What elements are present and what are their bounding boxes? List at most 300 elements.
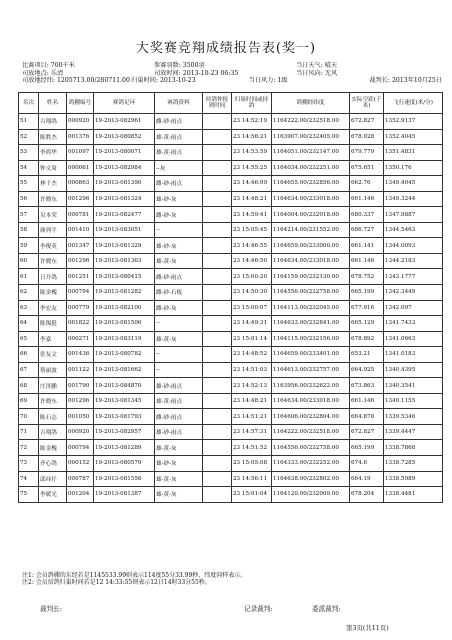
- cell-rank: 74: [19, 471, 39, 487]
- cell-rank: 63: [19, 300, 39, 316]
- cell-bird-info: 雄-砂-雨点: [155, 378, 203, 394]
- cell-return-time: 23 14:51:52: [232, 440, 272, 456]
- cell-rank: 53: [19, 145, 39, 161]
- cell-rank: 55: [19, 176, 39, 192]
- cell-loft-coords: 1164120.00/232009.00: [272, 487, 350, 503]
- cell-loft-coords: 1164034.00/232251.00: [272, 160, 350, 176]
- cell-name: 颜列平: [39, 222, 67, 238]
- cell-loft-id: 001347: [67, 238, 94, 254]
- cell-rank: 66: [19, 347, 39, 363]
- cell-distance: 680.337: [350, 207, 384, 223]
- cell-ring: 19-2013-081363: [94, 253, 155, 269]
- cell-name: 林千杰: [39, 176, 67, 192]
- cell-speed: 1343.1777: [384, 269, 443, 285]
- results-table: [18, 92, 443, 503]
- header-name: 姓名: [39, 93, 67, 114]
- table-row: [19, 347, 443, 363]
- cell-rank: 59: [19, 238, 39, 254]
- cell-bird-info: 雄-黄-灰: [155, 471, 203, 487]
- cell-return-time: 23 14:48:21: [232, 393, 272, 409]
- cell-distance: 678.892: [350, 331, 384, 347]
- table-row: [19, 456, 443, 472]
- cell-rank: 73: [19, 456, 39, 472]
- cell-bird-info: 雌-砂-灰: [155, 300, 203, 316]
- table-row: [19, 393, 443, 409]
- header-return-time: 归巢时间或持鸽: [232, 93, 272, 114]
- cell-rank: 71: [19, 424, 39, 440]
- cell-distance: 672.827: [350, 114, 384, 130]
- cell-clock-report: [203, 269, 232, 285]
- table-row: [19, 129, 443, 145]
- cell-speed: 1341.7433: [384, 316, 443, 332]
- cell-name: 吉翔鸽: [39, 424, 67, 440]
- cell-speed: 1344.2183: [384, 253, 443, 269]
- cell-rank: 52: [19, 129, 39, 145]
- cell-speed: 1344.0093: [384, 238, 443, 254]
- cell-loft-coords: 1164659.00/233401.00: [272, 347, 350, 363]
- cell-bird-info: 雄-黄-灰: [155, 331, 203, 347]
- cell-loft-id: 000920: [67, 424, 94, 440]
- cell-return-time: 23 14:56:21: [232, 129, 272, 145]
- cell-clock-report: [203, 440, 232, 456]
- cell-ring: 19-2013-082957: [94, 424, 155, 440]
- cell-loft-id: 001050: [67, 409, 94, 425]
- cell-clock-report: [203, 347, 232, 363]
- cell-return-time: 23 14:50:30: [232, 285, 272, 301]
- cell-return-time: 23 14:46:09: [232, 176, 272, 192]
- cell-return-time: 23 14:52:13: [232, 378, 272, 394]
- cell-ring: 19-2013-082477: [94, 207, 155, 223]
- cell-bird-info: 雄-砂-雨点: [155, 424, 203, 440]
- cell-name: 李宏友: [39, 300, 67, 316]
- cell-loft-coords: 1164214.00/231552.00: [272, 222, 350, 238]
- cell-loft-coords: 1164222.00/232518.00: [272, 114, 350, 130]
- header-speed: 飞行速度(米/分): [384, 93, 443, 114]
- cell-ring: 19-2013-081506: [94, 316, 155, 332]
- cell-bird-info: 雄-黄-雨点: [155, 393, 203, 409]
- cell-distance: 661.141: [350, 238, 384, 254]
- cell-return-time: 23 14:55:25: [232, 160, 272, 176]
- cell-speed: 1344.5463: [384, 222, 443, 238]
- cell-return-time: 23 15:01:04: [232, 487, 272, 503]
- cell-name: 日升鸽: [39, 269, 67, 285]
- race-meta: [22, 62, 442, 85]
- cell-return-time: 23 14:53:59: [232, 145, 272, 161]
- cell-loft-coords: 1164655.00/232856.00: [272, 176, 350, 192]
- cell-loft-id: 000794: [67, 285, 94, 301]
- cell-ring: 19-2013-080071: [94, 145, 155, 161]
- cell-loft-id: 001410: [67, 222, 94, 238]
- cell-rank: 70: [19, 409, 39, 425]
- cell-ring: 19-2013-081345: [94, 393, 155, 409]
- cell-return-time: 23 14:57:31: [232, 424, 272, 440]
- cell-ring: 19-2013-081662: [94, 362, 155, 378]
- cell-name: 陈锡挺: [39, 316, 67, 332]
- cell-ring: 19-2013-081556: [94, 471, 155, 487]
- cell-distance: 672.827: [350, 424, 384, 440]
- cell-ring: 19-2013-081324: [94, 191, 155, 207]
- cell-loft-id: 000152: [67, 456, 94, 472]
- cell-name: 陈金槐: [39, 285, 67, 301]
- cell-bird-info: 雄-黄-雨点: [155, 145, 203, 161]
- cell-return-time: 23 14:52:19: [232, 114, 272, 130]
- cell-speed: 1339.5346: [384, 409, 443, 425]
- cell-name: 陈石志: [39, 409, 67, 425]
- cell-distance: 653.21: [350, 347, 384, 363]
- cell-name: 李嘉: [39, 331, 67, 347]
- cell-ring: 19-2013-081793: [94, 409, 155, 425]
- cell-clock-report: [203, 129, 232, 145]
- cell-bird-info: --: [155, 222, 203, 238]
- chief-judge-label: 裁判长:: [40, 605, 63, 613]
- cell-bird-info: --: [155, 347, 203, 363]
- cell-loft-id: 001822: [67, 316, 94, 332]
- cell-bird-info: 雌-砂-灰: [155, 207, 203, 223]
- cell-speed: 1347.9887: [384, 207, 443, 223]
- cell-bird-info: 雌-砂-雨点: [155, 269, 203, 285]
- cell-loft-coords: 1164222.00/232518.00: [272, 424, 350, 440]
- recorder-judge-label: 记录裁判:: [244, 605, 273, 613]
- cell-distance: 664.878: [350, 409, 384, 425]
- cell-distance: 662.76: [350, 176, 384, 192]
- cell-bird-info: 雄-黄-灰: [155, 487, 203, 503]
- cell-name: 齐心鸽: [39, 456, 67, 472]
- cell-bird-info: 雌-砂-雨点: [155, 409, 203, 425]
- cell-loft-coords: 1164638.00/232802.00: [272, 471, 350, 487]
- cell-ring: 19-2013-082100: [94, 300, 155, 316]
- cell-distance: 665.129: [350, 316, 384, 332]
- cell-rank: 57: [19, 207, 39, 223]
- cell-return-time: 23 14:51:03: [232, 362, 272, 378]
- cell-rank: 72: [19, 440, 39, 456]
- cell-ring: 19-2013-083051: [94, 222, 155, 238]
- cell-name: 张友文: [39, 347, 67, 363]
- cell-name: 陈胜杰: [39, 129, 67, 145]
- cell-loft-id: 001296: [67, 393, 94, 409]
- cell-name: 李鸿华: [39, 145, 67, 161]
- cell-distance: 675.651: [350, 160, 384, 176]
- header-rank: 名次: [19, 93, 39, 114]
- meta-wind-force: 当日风力: 1级: [248, 77, 288, 85]
- cell-return-time: 23 15:05:45: [232, 222, 272, 238]
- cell-clock-report: [203, 176, 232, 192]
- header-loft-id: 鸽棚编号: [67, 93, 94, 114]
- cell-loft-coords: 1164051.00/232147.00: [272, 145, 350, 161]
- cell-loft-coords: 1164556.00/232758.00: [272, 440, 350, 456]
- cell-speed: 1338.4481: [384, 487, 443, 503]
- cell-ring: 19-2013-082961: [94, 114, 155, 130]
- table-row: [19, 269, 443, 285]
- cell-clock-report: [203, 160, 232, 176]
- table-row: [19, 440, 443, 456]
- cell-speed: 1341.0663: [384, 331, 443, 347]
- table-row: [19, 145, 443, 161]
- cell-speed: 1351.4831: [384, 145, 443, 161]
- cell-loft-coords: 1163956.00/232622.00: [272, 378, 350, 394]
- cell-speed: 1340.1155: [384, 393, 443, 409]
- cell-loft-coords: 1164634.00/233018.00: [272, 191, 350, 207]
- cell-loft-id: 001436: [67, 347, 94, 363]
- cell-distance: 661.146: [350, 191, 384, 207]
- cell-clock-report: [203, 253, 232, 269]
- cell-loft-id: 001097: [67, 145, 94, 161]
- cell-rank: 51: [19, 114, 39, 130]
- cell-name: 钟文周: [39, 160, 67, 176]
- cell-loft-coords: 1164606.00/232804.00: [272, 409, 350, 425]
- cell-loft-id: 001251: [67, 269, 94, 285]
- table-row: [19, 300, 443, 316]
- cell-loft-id: 000061: [67, 160, 94, 176]
- cell-speed: 1352.9137: [384, 114, 443, 130]
- cell-rank: 58: [19, 222, 39, 238]
- cell-loft-id: 001296: [67, 191, 94, 207]
- cell-return-time: 23 14:48:52: [232, 347, 272, 363]
- cell-return-time: 23 14:46:55: [232, 238, 272, 254]
- cell-distance: 686.727: [350, 222, 384, 238]
- cell-distance: 665.199: [350, 440, 384, 456]
- cell-return-time: 23 15:00:07: [232, 300, 272, 316]
- cell-rank: 54: [19, 160, 39, 176]
- cell-clock-report: [203, 191, 232, 207]
- cell-speed: 1338.7868: [384, 440, 443, 456]
- cell-speed: 1349.4045: [384, 176, 443, 192]
- footnote: 注1: 会员鸽棚的东经若是1145533.99则表示114度55分33.99秒，纬度同样表示。: [22, 572, 247, 579]
- meta-entries: 参赛羽数: 3500羽: [154, 62, 205, 69]
- cell-return-time: 23 14:48:21: [232, 191, 272, 207]
- cell-bird-info: --: [155, 316, 203, 332]
- cell-rank: 75: [19, 487, 39, 503]
- table-row: [19, 253, 443, 269]
- cell-ring: 19-2013-081289: [94, 440, 155, 456]
- cell-loft-id: 001296: [67, 253, 94, 269]
- cell-return-time: 23 14:51:21: [232, 409, 272, 425]
- table-row: [19, 471, 443, 487]
- table-row: [19, 191, 443, 207]
- cell-clock-report: [203, 471, 232, 487]
- table-row: [19, 285, 443, 301]
- cell-name: 庄泽鹏: [39, 378, 67, 394]
- cell-speed: 1338.7285: [384, 456, 443, 472]
- cell-rank: 61: [19, 269, 39, 285]
- cell-distance: 673.863: [350, 378, 384, 394]
- meta-project: 比赛项目: 700千米: [22, 62, 75, 69]
- cell-ring: 19-2013-081329: [94, 238, 155, 254]
- cell-return-time: 23 15:05:08: [232, 456, 272, 472]
- cell-speed: 1342.097: [384, 300, 443, 316]
- table-row: [19, 487, 443, 503]
- cell-rank: 62: [19, 285, 39, 301]
- report-title: 大奖赛竞翔成绩报告表(奖一): [135, 41, 317, 56]
- cell-clock-report: [203, 362, 232, 378]
- header-clock-report: 持鸽钟报到时间: [203, 93, 232, 114]
- cell-distance: 665.199: [350, 285, 384, 301]
- cell-rank: 69: [19, 393, 39, 409]
- cell-speed: 1339.4447: [384, 424, 443, 440]
- cell-loft-coords: 1164659.00/233000.00: [272, 238, 350, 254]
- cell-loft-coords: 1164633.00/232841.00: [272, 316, 350, 332]
- cell-rank: 60: [19, 253, 39, 269]
- cell-speed: 1342.3449: [384, 285, 443, 301]
- cell-return-time: 23 14:59:41: [232, 207, 272, 223]
- table-row: [19, 176, 443, 192]
- cell-ring: 19-2013-081390: [94, 176, 155, 192]
- cell-loft-coords: 1164333.00/232252.00: [272, 456, 350, 472]
- cell-distance: 678.028: [350, 129, 384, 145]
- cell-bird-info: 雄-黄-雨点: [155, 129, 203, 145]
- cell-return-time: 23 14:46:50: [232, 253, 272, 269]
- cell-clock-report: [203, 316, 232, 332]
- cell-loft-id: 001204: [67, 487, 94, 503]
- header-distance: 实际空距(千米): [350, 93, 384, 114]
- cell-name: 吉翔鸽: [39, 114, 67, 130]
- cell-distance: 661.146: [350, 393, 384, 409]
- cell-distance: 674.6: [350, 456, 384, 472]
- cell-ring: 19-2013-080852: [94, 129, 155, 145]
- table-row: [19, 362, 443, 378]
- meta-row: [22, 77, 442, 85]
- cell-loft-id: 000920: [67, 114, 94, 130]
- table-row: [19, 331, 443, 347]
- cell-clock-report: [203, 285, 232, 301]
- meta-weather: 当日天气: 晴天: [296, 62, 338, 69]
- table-row: [19, 378, 443, 394]
- cell-bird-info: 雄-砂-灰: [155, 191, 203, 207]
- cell-rank: 68: [19, 378, 39, 394]
- cell-clock-report: [203, 409, 232, 425]
- cell-loft-id: 001376: [67, 129, 94, 145]
- cell-bird-info: 雄-砂-灰: [155, 238, 203, 254]
- cell-clock-report: [203, 207, 232, 223]
- table-row: [19, 114, 443, 130]
- cell-distance: 664.19: [350, 471, 384, 487]
- cell-loft-id: 001122: [67, 362, 94, 378]
- cell-speed: 1349.3244: [384, 191, 443, 207]
- header-bird-info: 赛鸽资料: [155, 93, 203, 114]
- cell-loft-coords: 1163907.00/232405.00: [272, 129, 350, 145]
- cell-distance: 678.752: [350, 269, 384, 285]
- meta-wind-direction: 当日风向: 无风: [296, 69, 338, 77]
- cell-name: 许晓东: [39, 191, 67, 207]
- meta-release-coords: 司放地经纬: 1205713.00/280711.00: [22, 77, 130, 85]
- cell-loft-coords: 1164556.00/232758.00: [272, 285, 350, 301]
- cell-rank: 64: [19, 316, 39, 332]
- cell-speed: 1350.176: [384, 160, 443, 176]
- cell-distance: 664.925: [350, 362, 384, 378]
- cell-clock-report: [203, 300, 232, 316]
- cell-distance: 679.779: [350, 145, 384, 161]
- cell-name: 陈金槐: [39, 440, 67, 456]
- cell-loft-coords: 1164004.00/232018.00: [272, 207, 350, 223]
- cell-clock-report: [203, 456, 232, 472]
- cell-return-time: 23 15:00:20: [232, 269, 272, 285]
- committee-judge-label: 委派裁判:: [312, 605, 341, 613]
- table-row: [19, 424, 443, 440]
- table-row: [19, 316, 443, 332]
- cell-ring: 19-2013-083119: [94, 331, 155, 347]
- cell-bird-info: 雄-黄-灰: [155, 253, 203, 269]
- cell-loft-coords: 1164115.00/232156.00: [272, 331, 350, 347]
- cell-loft-id: 000863: [67, 176, 94, 192]
- cell-loft-id: 000781: [67, 207, 94, 223]
- table-row: [19, 160, 443, 176]
- cell-loft-id: 000787: [67, 471, 94, 487]
- cell-rank: 56: [19, 191, 39, 207]
- cell-name: 李俊英: [39, 238, 67, 254]
- cell-speed: 1341.0183: [384, 347, 443, 363]
- cell-ring: 19-2013-080415: [94, 269, 155, 285]
- cell-loft-coords: 1164113.00/232045.00: [272, 300, 350, 316]
- cell-loft-id: 000271: [67, 331, 94, 347]
- footnotes: [22, 572, 246, 587]
- cell-ring: 19-2013-080782: [94, 347, 155, 363]
- cell-ring: 19-2013-080570: [94, 456, 155, 472]
- footnote: 注2: 会员信鸽归巢时间若是12 14:33:55则表示12日14时33分55秒。: [22, 579, 211, 587]
- header-loft-coords: 鸽棚经纬度: [272, 93, 350, 114]
- cell-clock-report: [203, 393, 232, 409]
- cell-ring: 19-2013-082984: [94, 160, 155, 176]
- cell-name: 李媛光: [39, 487, 67, 503]
- cell-rank: 65: [19, 331, 39, 347]
- table-row: [19, 238, 443, 254]
- cell-loft-coords: 1164634.00/233018.00: [272, 253, 350, 269]
- meta-return-time: 归巢时间: 2013-10-23: [131, 77, 196, 85]
- meta-row: [22, 62, 442, 70]
- cell-loft-id: 000779: [67, 300, 94, 316]
- meta-report-date: 裁判长: 2013年10月25日: [369, 77, 442, 85]
- cell-ring: 19-2013-081387: [94, 487, 155, 503]
- cell-name: 许晓东: [39, 393, 67, 409]
- page-number: 第3页(共11页): [346, 624, 389, 632]
- cell-clock-report: [203, 145, 232, 161]
- cell-speed: 1340.3541: [384, 378, 443, 394]
- cell-clock-report: [203, 378, 232, 394]
- cell-clock-report: [203, 222, 232, 238]
- cell-loft-coords: 1164159.00/232130.00: [272, 269, 350, 285]
- cell-name: 吴本荣: [39, 207, 67, 223]
- cell-loft-coords: 1164613.00/232757.00: [272, 362, 350, 378]
- cell-clock-report: [203, 331, 232, 347]
- cell-bird-info: --: [155, 362, 203, 378]
- cell-clock-report: [203, 487, 232, 503]
- cell-speed: 1340.4395: [384, 362, 443, 378]
- cell-ring: 19-2013-081282: [94, 285, 155, 301]
- cell-bird-info: 雌-砂-雨点: [155, 176, 203, 192]
- cell-name: 蔡丽波: [39, 362, 67, 378]
- table-body: [19, 114, 443, 503]
- cell-bird-info: 雌-砂-雨点: [155, 114, 203, 130]
- cell-distance: 677.916: [350, 300, 384, 316]
- cell-loft-id: 000794: [67, 440, 94, 456]
- cell-return-time: 23 15:01:14: [232, 331, 272, 347]
- meta-release-time: 司放时间: 2013-10-23 06:35: [154, 69, 239, 77]
- cell-speed: 1338.5989: [384, 471, 443, 487]
- cell-name: 许晓东: [39, 253, 67, 269]
- cell-return-time: 23 14:56:11: [232, 471, 272, 487]
- cell-return-time: 23 14:49:31: [232, 316, 272, 332]
- cell-bird-info: 雄-砂-灰: [155, 456, 203, 472]
- header-ring: 赛鸽足环: [94, 93, 155, 114]
- cell-loft-id: 001790: [67, 378, 94, 394]
- cell-clock-report: [203, 424, 232, 440]
- cell-name: 邱祎仔: [39, 471, 67, 487]
- cell-speed: 1352.4045: [384, 129, 443, 145]
- cell-distance: 661.146: [350, 253, 384, 269]
- meta-release-site: 司放地点: 乐清: [22, 69, 64, 77]
- table-row: [19, 207, 443, 223]
- table-row: [19, 222, 443, 238]
- cell-ring: 19-2013-084870: [94, 378, 155, 394]
- cell-loft-coords: 1164634.00/233018.00: [272, 393, 350, 409]
